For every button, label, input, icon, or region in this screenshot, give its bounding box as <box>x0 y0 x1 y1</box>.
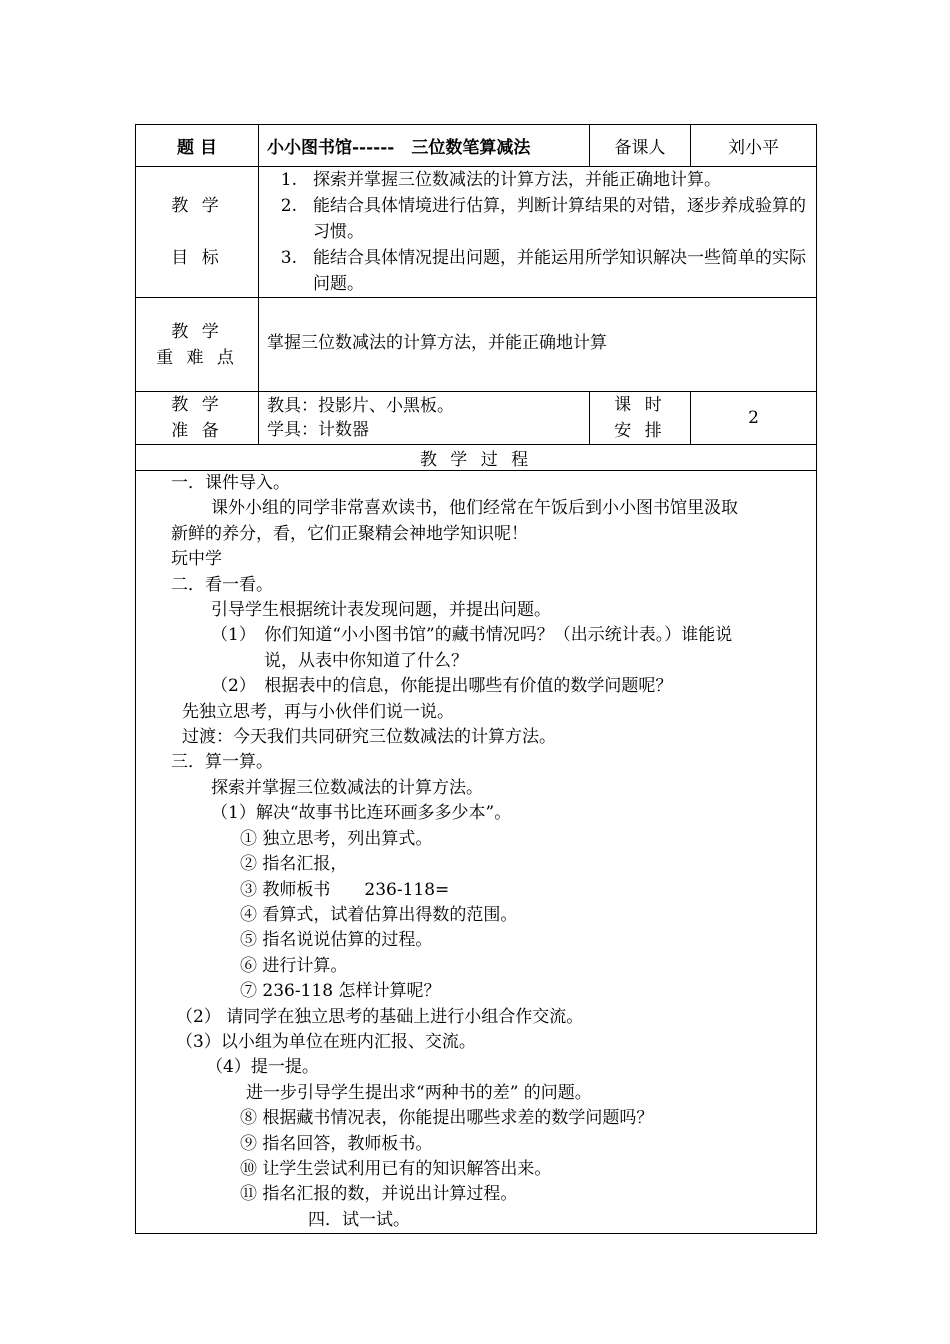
process-line: ⑦ 236-118 怎样计算呢？ <box>240 981 441 1002</box>
hours-label-line2: 安 排 <box>614 421 666 441</box>
process-line: 新鲜的养分，看，它们正聚精会神地学知识呢！ <box>171 523 528 544</box>
objective-item <box>259 245 816 297</box>
process-line: 一．课件导入。 <box>171 473 290 493</box>
objectives-label <box>136 167 259 298</box>
objectives-label-line2: 目 标 <box>171 248 223 268</box>
keypoints-label <box>136 298 259 392</box>
preparation-label <box>136 392 259 445</box>
process-line: ⑩ 让学生尝试利用已有的知识解答出来。 <box>240 1158 552 1179</box>
keypoints-label-line2: 重 难 点 <box>156 347 238 368</box>
process-line: （2） 根据表中的信息，你能提出哪些有价值的数学问题呢？ <box>211 676 673 697</box>
process-line: （1） 你们知道“小小图书馆”的藏书情况吗？（出示统计表。）谁能说 <box>211 625 733 646</box>
process-title: 教 学 过 程 <box>136 445 817 471</box>
preparation-tools <box>259 392 590 445</box>
process-line: 引导学生根据统计表发现问题，并提出问题。 <box>211 600 551 621</box>
topic-value: 小小图书馆------ 三位数笔算减法 <box>259 125 590 167</box>
objective-number: 1. <box>280 170 297 190</box>
process-line: ⑨ 指名回答，教师板书。 <box>240 1133 433 1154</box>
preparation-label-line1: 教 学 <box>171 395 223 415</box>
process-line: 四．试一试。 <box>308 1209 410 1230</box>
lesson-plan-table <box>135 124 817 1234</box>
process-line: ③ 教师板书 236-118= <box>240 879 450 900</box>
process-content <box>136 471 817 1234</box>
process-line: 先独立思考，再与小伙伴们说一说。 <box>182 701 454 722</box>
preparer-value: 刘小平 <box>691 125 817 167</box>
objectives-label-line1: 教 学 <box>171 196 223 216</box>
keypoints-label-line1: 教 学 <box>171 321 223 342</box>
process-line: 玩中学 <box>171 549 222 570</box>
process-line: 二．看一看。 <box>171 574 273 595</box>
hours-label-line1: 课 时 <box>614 395 666 415</box>
objective-item <box>259 193 816 245</box>
preparation-label-line2: 准 备 <box>171 421 223 441</box>
process-line: 三．算一算。 <box>171 752 273 773</box>
process-title-row <box>136 445 817 471</box>
process-line: （2） 请同学在独立思考的基础上进行小组合作交流。 <box>176 1006 584 1027</box>
preparation-row <box>136 392 817 445</box>
process-row <box>136 471 817 1234</box>
objective-text: 能结合具体情境进行估算，判断计算结果的对错，逐步养成验算的习惯。 <box>313 196 806 242</box>
hours-label <box>590 392 691 445</box>
objective-number: 2. <box>280 196 297 216</box>
preparer-label: 备课人 <box>590 125 691 167</box>
objective-number: 3. <box>280 248 297 268</box>
objectives-content <box>259 167 817 298</box>
objective-text: 能结合具体情况提出问题，并能运用所学知识解决一些简单的实际问题。 <box>313 248 806 294</box>
process-line: （1）解决“故事书比连环画多多少本”。 <box>211 803 512 824</box>
keypoints-row <box>136 298 817 392</box>
process-line: 说，从表中你知道了什么？ <box>264 650 468 671</box>
process-line: ⑥ 进行计算。 <box>240 955 348 976</box>
process-line: 探索并掌握三位数减法的计算方法。 <box>211 777 483 798</box>
objective-item <box>259 167 816 193</box>
process-line: ② 指名汇报， <box>240 854 348 875</box>
process-line: ⑪ 指名汇报的数，并说出计算过程。 <box>240 1184 518 1205</box>
process-line: （4）提一提。 <box>206 1057 319 1078</box>
objective-text: 探索并掌握三位数减法的计算方法，并能正确地计算。 <box>313 170 721 190</box>
process-line: ④ 看算式，试着估算出得数的范围。 <box>240 904 518 925</box>
process-line: 过渡：今天我们共同研究三位数减法的计算方法。 <box>182 727 556 748</box>
process-line: 进一步引导学生提出求“两种书的差” 的问题。 <box>246 1082 592 1103</box>
topic-row <box>136 125 817 167</box>
student-tools: 学具：计数器 <box>267 420 369 440</box>
teacher-tools: 教具：投影片、小黑板。 <box>267 396 454 416</box>
topic-label: 题 目 <box>136 125 259 167</box>
process-line: 课外小组的同学非常喜欢读书，他们经常在午饭后到小小图书馆里汲取 <box>211 498 738 519</box>
process-line: （3）以小组为单位在班内汇报、交流。 <box>176 1031 476 1052</box>
process-line: ⑤ 指名说说估算的过程。 <box>240 930 433 951</box>
process-line: ① 独立思考，列出算式。 <box>240 828 433 849</box>
keypoints-text: 掌握三位数减法的计算方法，并能正确地计算 <box>259 298 817 392</box>
objectives-row <box>136 167 817 298</box>
process-line: ⑧ 根据藏书情况表，你能提出哪些求差的数学问题吗？ <box>240 1108 654 1129</box>
hours-value: 2 <box>691 392 817 445</box>
